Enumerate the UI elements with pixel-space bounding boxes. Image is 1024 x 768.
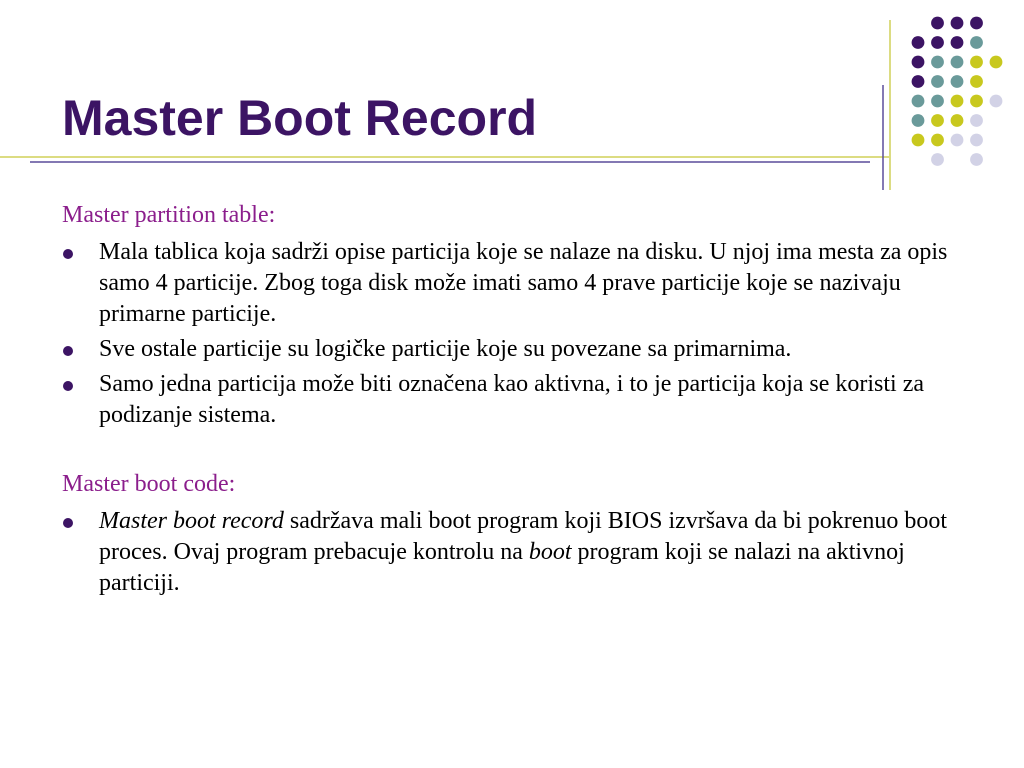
text-run: Mala tablica koja sadrži opise particija koje se nalaze na disku. U njoj ima mesta za opis samo 4 particije. Zbog toga disk može imati samo 4 prave particije koje se nazivaju primarne particije. [99, 239, 948, 327]
ornament-dot [931, 36, 944, 49]
bullet-dot-icon [63, 381, 73, 391]
ornament-dot [931, 75, 944, 88]
ornament-dot [951, 114, 964, 127]
text-run: sadržava mali boot program koji BIOS izvršava da bi pokrenuo boot proces. Ovaj program prebacuje kontrolu na [99, 508, 948, 565]
text-run: Samo jedna particija može biti označena kao aktivna, i to je particija koja se koristi za podizanje sistema. [99, 371, 925, 428]
ornament-dot [990, 56, 1003, 69]
text-run: program koji se nalazi na aktivnoj particiji. [99, 539, 905, 596]
ornament-dot [970, 114, 983, 127]
bullet-dot-icon [63, 346, 73, 356]
ornament-dot [931, 56, 944, 69]
ornament-dot [990, 95, 1003, 108]
ornament-dot [931, 153, 944, 166]
bullet-text [99, 506, 962, 599]
italic-text-run: boot [528, 539, 572, 565]
slide-body [62, 200, 962, 603]
ornament-dot [951, 75, 964, 88]
ornament-dot [912, 75, 925, 88]
bullet-item [62, 334, 962, 365]
section-heading: Master boot code: [62, 471, 236, 497]
bullet-list [62, 237, 962, 431]
ornament-dot [912, 134, 925, 147]
ornament-dot [970, 95, 983, 108]
bullet-text [99, 369, 962, 431]
ornament-dot [970, 56, 983, 69]
slide-title: Master Boot Record [62, 90, 538, 146]
italic-text-run: Master boot record [99, 508, 284, 534]
bullet-dot-icon [63, 518, 73, 528]
bullet-text [99, 237, 962, 330]
ornament-dot [970, 17, 983, 30]
bullet-item [62, 237, 962, 330]
ornament-dot [931, 17, 944, 30]
bullet-item [62, 506, 962, 599]
bullet-item [62, 369, 962, 431]
ornament-dot [912, 114, 925, 127]
ornament-dot [931, 95, 944, 108]
ornament-dot [912, 36, 925, 49]
section-heading: Master partition table: [62, 202, 276, 228]
ornament-dot [951, 17, 964, 30]
bullet-text [99, 334, 962, 365]
text-run: Sve ostale particije su logičke particije koje su povezane sa primarnima. [99, 336, 792, 362]
ornament-dot [931, 114, 944, 127]
bullet-dot-icon [63, 249, 73, 259]
ornament-dot [951, 95, 964, 108]
ornament-dot [970, 36, 983, 49]
bullet-list [62, 506, 962, 599]
ornament-dot [970, 153, 983, 166]
ornament-dot [970, 75, 983, 88]
ornament-dot [970, 134, 983, 147]
ornament-dot [912, 56, 925, 69]
ornament-dot [951, 56, 964, 69]
ornament-dot [951, 134, 964, 147]
dot-grid-ornament [912, 17, 1003, 166]
ornament-dot [912, 95, 925, 108]
ornament-dot [931, 134, 944, 147]
ornament-dot [951, 36, 964, 49]
